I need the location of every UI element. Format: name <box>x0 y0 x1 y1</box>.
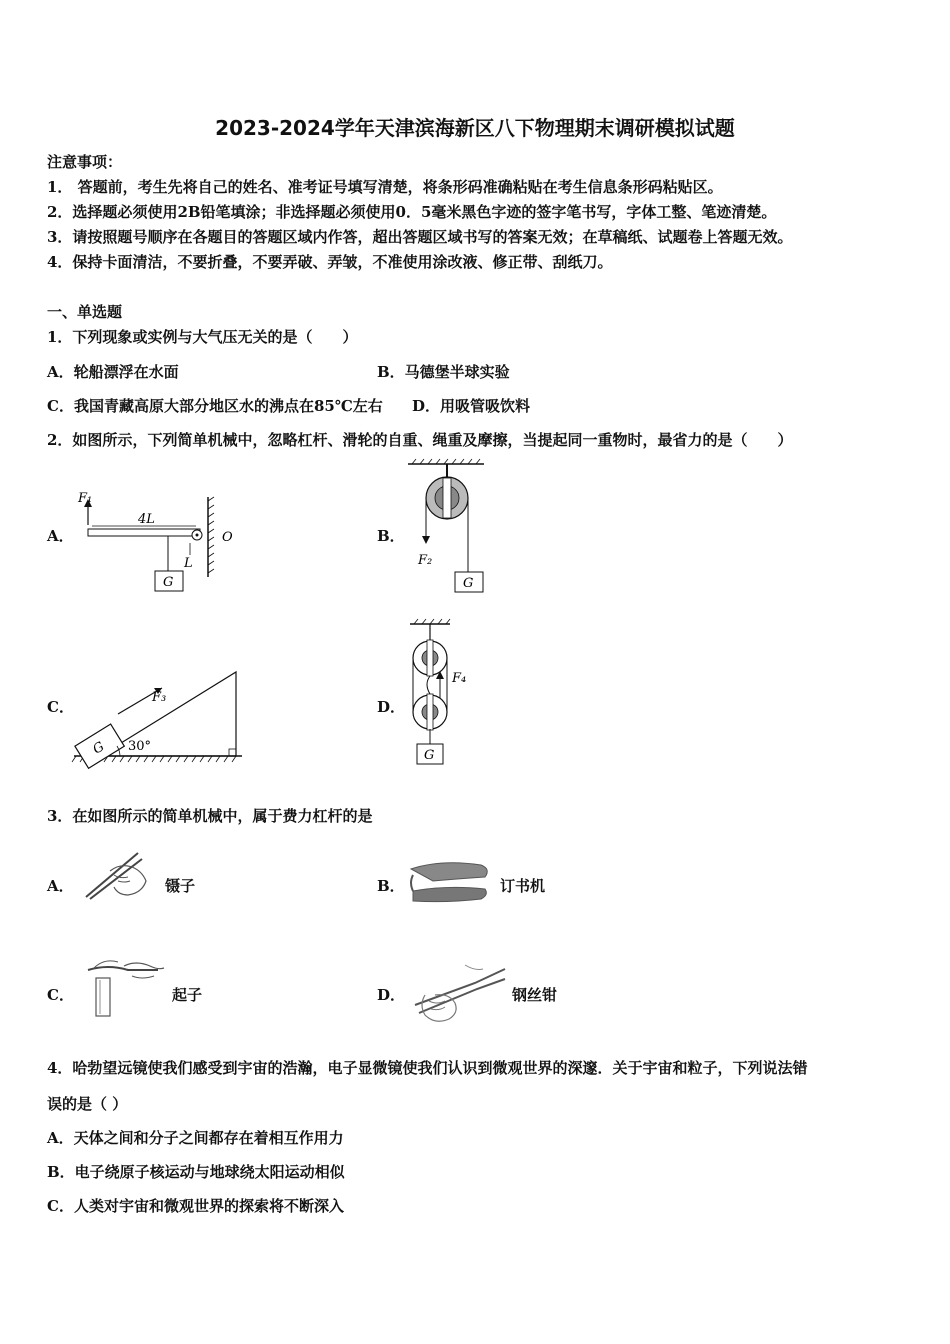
q3-option-a: A． <box>47 877 74 895</box>
q1-option-a: A．轮船漂浮在水面 <box>47 363 179 381</box>
q2-fig-d-weight: G <box>424 748 435 763</box>
q3-option-d: D． <box>377 986 406 1004</box>
q1-option-b: B．马德堡半球实验 <box>377 363 510 381</box>
q2-stem: 2．如图所示，下列简单机械中，忽略杠杆、滑轮的自重、绳重及摩擦，当提起同一重物时，最省力的是（ ） <box>47 431 793 449</box>
q2-fig-angle: 30° <box>128 739 152 754</box>
q4-option-b: B．电子绕原子核运动与地球绕太阳运动相似 <box>47 1163 345 1181</box>
q2-option-c: C． <box>47 698 74 716</box>
notice-item-2: 2．选择题必须使用2B铅笔填涂；非选择题必须使用0．5毫米黑色字迹的签字笔书写，字体工整、笔迹清楚。 <box>47 203 777 221</box>
page-title: 2023-2024学年天津滨海新区八下物理期末调研模拟试题 <box>215 116 735 140</box>
q2-fig-a-weight: G <box>163 575 174 590</box>
q2-fig-l: L <box>184 556 193 571</box>
q2-fig-f2: F₂ <box>418 553 433 568</box>
q4-stem-line1: 4．哈勃望远镜使我们感受到宇宙的浩瀚，电子显微镜使我们认识到微观世界的深邃．关于宇宙和粒子，下列说法错 <box>47 1059 808 1077</box>
q3-label-stapler: 订书机 <box>500 877 546 895</box>
stapler-icon <box>405 855 495 905</box>
q3-option-b: B． <box>377 877 405 895</box>
section-heading: 一、单选题 <box>47 303 123 321</box>
notice-heading: 注意事项： <box>47 153 123 171</box>
q3-option-c: C． <box>47 986 74 1004</box>
q2-figure-d-pulley-block <box>400 616 490 768</box>
tweezers-icon <box>80 845 160 905</box>
pliers-icon <box>405 955 510 1030</box>
q2-fig-pivot-o: O <box>222 530 233 545</box>
q1-option-c: C．我国青藏高原大部分地区水的沸点在85℃左右 <box>47 397 383 415</box>
q4-stem-line2: 误的是（ ） <box>47 1095 128 1113</box>
q2-option-b: B． <box>377 527 405 545</box>
q2-figure-b-pulley <box>400 458 500 598</box>
bottle-opener-icon <box>80 950 170 1020</box>
notice-item-1: 1． 答题前，考生先将自己的姓名、准考证号填写清楚，将条形码准确粘贴在考生信息条形码粘贴区。 <box>47 178 723 196</box>
q2-figure-c-incline <box>70 666 250 770</box>
q2-option-a: A． <box>47 527 74 545</box>
q2-fig-f1: F₁ <box>78 491 93 506</box>
q2-figure-a-lever <box>70 485 250 595</box>
q3-label-pliers: 钢丝钳 <box>512 986 558 1004</box>
q3-stem: 3．在如图所示的简单机械中，属于费力杠杆的是 <box>47 807 373 825</box>
notice-item-3: 3．请按照题号顺序在各题目的答题区域内作答，超出答题区域书写的答案无效；在草稿纸、试题卷上答题无效。 <box>47 228 793 246</box>
q2-fig-f4: F₄ <box>452 671 467 686</box>
q1-stem: 1．下列现象或实例与大气压无关的是（ ） <box>47 328 358 346</box>
q2-fig-b-weight: G <box>463 576 474 591</box>
q2-fig-f3: F₃ <box>152 690 167 705</box>
q2-option-d: D． <box>377 698 406 716</box>
q2-fig-4l: 4L <box>138 512 155 527</box>
q4-option-a: A．天体之间和分子之间都存在着相互作用力 <box>47 1129 344 1147</box>
q1-option-d: D．用吸管吸饮料 <box>412 397 531 415</box>
notice-item-4: 4．保持卡面清洁，不要折叠，不要弄破、弄皱，不准使用涂改液、修正带、刮纸刀。 <box>47 253 613 271</box>
q2-fig-c-weight: G <box>90 739 108 758</box>
q3-label-tweezers: 镊子 <box>165 877 196 895</box>
q3-label-opener: 起子 <box>172 986 203 1004</box>
q4-option-c: C．人类对宇宙和微观世界的探索将不断深入 <box>47 1197 344 1215</box>
